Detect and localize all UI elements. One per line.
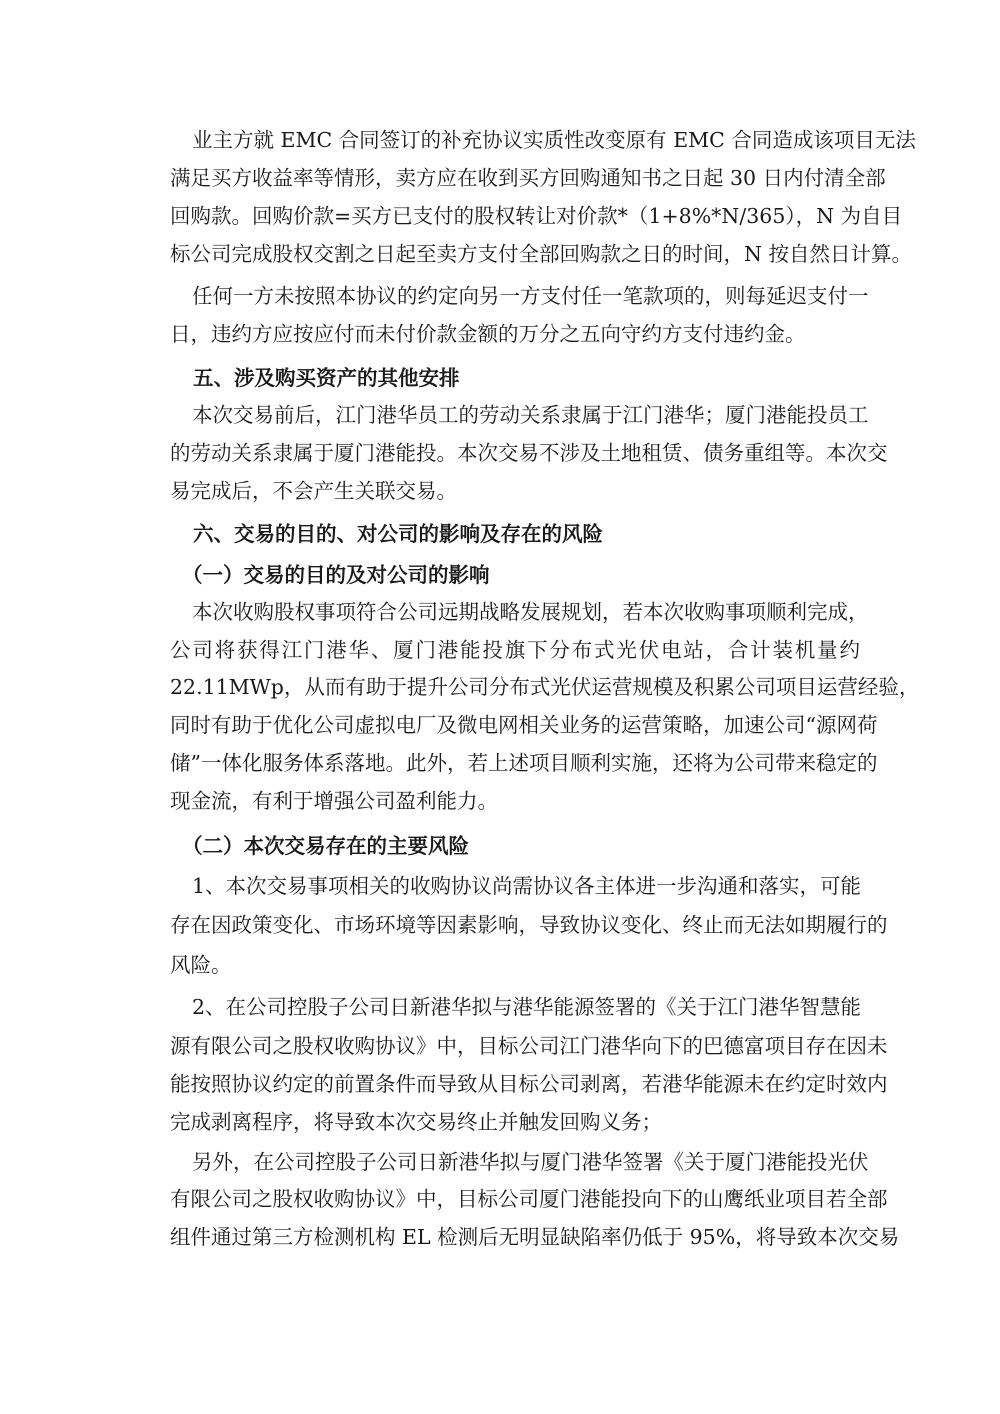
paragraph-line: 本次交易前后，江门港华员工的劳动关系隶属于江门港华；厦门港能投员工 [192, 403, 869, 427]
paragraph-line: 另外，在公司控股子公司日新港华拟与厦门港华签署《关于厦门港能投光伏 [192, 1150, 869, 1174]
paragraph-line: 日，违约方应按应付而未付价款金额的万分之五向守约方支付违约金。 [170, 322, 806, 346]
paragraph-line: 22.11MWp，从而有助于提升公司分布式光伏运营规模及积累公司项目运营经验， [170, 675, 920, 699]
section-heading: 五、涉及购买资产的其他安排 [193, 366, 460, 390]
paragraph-line: 公司将获得江门港华、厦门港能投旗下分布式光伏电站，合计装机量约 [170, 638, 860, 662]
paragraph-line: 储”一体化服务体系落地。此外，若上述项目顺利实施，还将为公司带来稳定的 [170, 751, 878, 775]
paragraph-line: 标公司完成股权交割之日起至卖方支付全部回购款之日的时间，N 按自然日计算。 [170, 242, 912, 266]
paragraph-line: 满足买方收益率等情形，卖方应在收到买方回购通知书之日起 30 日内付清全部 [170, 166, 886, 190]
subsection-heading: （一）交易的目的及对公司的影响 [182, 563, 490, 587]
paragraph-line: 的劳动关系隶属于厦门港能投。本次交易不涉及土地租赁、债务重组等。本次交 [170, 441, 888, 465]
paragraph-line: 回购款。回购价款=买方已支付的股权转让对价款*（1+8%*N/365），N 为自目 [170, 204, 903, 228]
paragraph-line: 完成剥离程序，将导致本次交易终止并触发回购义务； [170, 1110, 662, 1134]
section-heading: 六、交易的目的、对公司的影响及存在的风险 [193, 522, 603, 546]
paragraph-line: 任何一方未按照本协议的约定向另一方支付任一笔款项的，则每延迟支付一 [192, 284, 869, 308]
paragraph-line: 同时有助于优化公司虚拟电厂及微电网相关业务的运营策略，加速公司“源网荷 [170, 713, 878, 737]
paragraph-line: 本次收购股权事项符合公司远期战略发展规划，若本次收购事项顺利完成， [192, 600, 869, 624]
paragraph-line: 源有限公司之股权收购协议》中，目标公司江门港华向下的巴德富项目存在因未 [170, 1034, 888, 1058]
subsection-heading: （二）本次交易存在的主要风险 [182, 834, 469, 858]
paragraph-line: 有限公司之股权收购协议》中，目标公司厦门港能投向下的山鹰纸业项目若全部 [170, 1187, 888, 1211]
paragraph-line: 风险。 [170, 953, 232, 977]
paragraph-line: 现金流，有利于增强公司盈利能力。 [170, 789, 498, 813]
paragraph-line: 1、本次交易事项相关的收购协议尚需协议各主体进一步沟通和落实，可能 [192, 874, 862, 898]
paragraph-line: 组件通过第三方检测机构 EL 检测后无明显缺陷率仍低于 95%，将导致本次交易 [170, 1225, 900, 1249]
paragraph-line: 易完成后，不会产生关联交易。 [170, 479, 457, 503]
paragraph-line: 存在因政策变化、市场环境等因素影响，导致协议变化、终止而无法如期履行的 [170, 913, 888, 937]
paragraph-line: 能按照协议约定的前置条件而导致从目标公司剥离，若港华能源未在约定时效内 [170, 1072, 888, 1096]
paragraph-line: 2、在公司控股子公司日新港华拟与港华能源签署的《关于江门港华智慧能 [192, 995, 862, 1019]
paragraph-line: 业主方就 EMC 合同签订的补充协议实质性改变原有 EMC 合同造成该项目无法 [192, 128, 916, 152]
